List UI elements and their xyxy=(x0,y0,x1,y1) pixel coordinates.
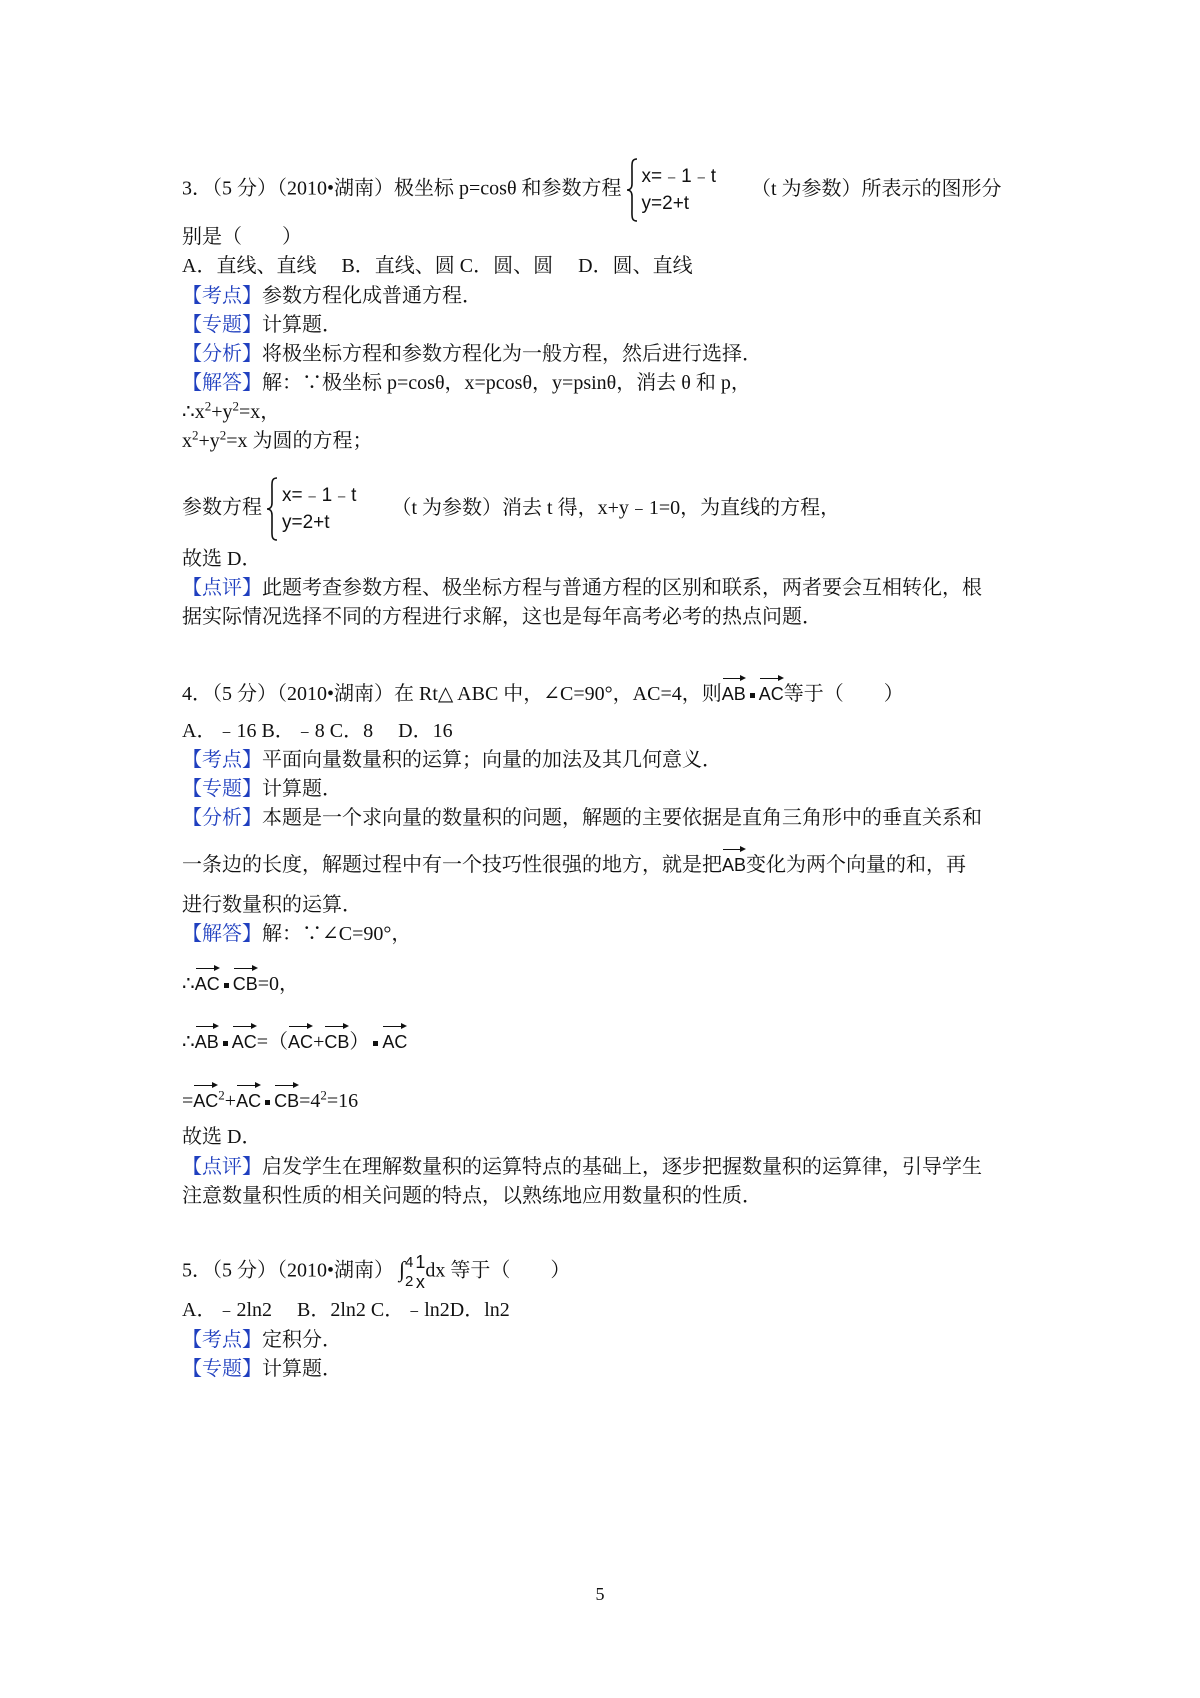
vector-cb: CB xyxy=(233,966,258,996)
q3-kaodian: 【考点】参数方程化成普通方程． xyxy=(182,285,482,307)
jieda-tag: 【解答】 xyxy=(182,372,262,394)
q4-stem: 4．（5 分）（2010•湖南）在 Rt△ ABC 中，∠C=90°，AC=4，则AB AC等于（ ） xyxy=(182,676,904,706)
q4-choice: 故选 D． xyxy=(182,1126,262,1148)
q3-options: A．直线、直线 B．直线、圆 C．圆、圆 D．圆、直线 xyxy=(182,255,693,277)
vector-ab: AB xyxy=(195,1024,219,1054)
q5-stem: 5．（5 分）（2010•湖南） ∫4 21 xdx 等于（ ） xyxy=(182,1252,571,1292)
q3-dianping-cont: 据实际情况选择不同的方程进行求解，这也是每年高考必考的热点问题． xyxy=(182,606,822,628)
q4-dianping: 【点评】启发学生在理解数量积的运算特点的基础上，逐步把握数量积的运算律，引导学生 xyxy=(182,1156,982,1178)
vector-cb: CB xyxy=(324,1024,349,1054)
integral-limits: 4 2 xyxy=(405,1254,414,1290)
dot-operator xyxy=(750,693,755,698)
q5-kaodian: 【考点】定积分． xyxy=(182,1329,342,1351)
dianping-tag: 【点评】 xyxy=(182,577,262,599)
q4-jieda: 【解答】解：∵∠C=90°， xyxy=(182,923,412,945)
q3-stem-cont: 别是（ ） xyxy=(182,226,302,248)
q4-fenxi-cont-2: 进行数量积的运算． xyxy=(182,894,362,916)
dot-operator xyxy=(224,983,229,988)
zhuanti-tag: 【专题】 xyxy=(182,778,262,800)
q3-jieda: 【解答】解：∵极坐标 p=cosθ，x=pcosθ，y=psinθ，消去 θ 和 p， xyxy=(182,372,751,394)
vector-cb: CB xyxy=(274,1083,299,1113)
q4-step3: $=AC^2+AC$ $CB=4^2=16$ xyxy=(182,1083,358,1113)
q3-stem xyxy=(182,158,1002,222)
q4-fenxi: 【分析】本题是一个求向量的数量积的问题，解题的主要依据是直角三角形中的垂直关系和 xyxy=(182,807,982,829)
fraction-one-over-x: 1 x xyxy=(415,1252,426,1292)
vector-ac: AC xyxy=(193,1083,218,1113)
integral-sign: ∫ xyxy=(399,1256,406,1282)
zhuanti-tag: 【专题】 xyxy=(182,1358,262,1380)
q3-stem-text: 3．（5 分）（2010•湖南）极坐标 p=cosθ 和参数方程 xyxy=(182,177,622,200)
dot-operator xyxy=(223,1041,228,1046)
vector-ac: AC xyxy=(232,1024,257,1054)
q4-step1: ∴AC CB=0， xyxy=(182,966,299,996)
q3-step1: $\therefore x^2+y^2=x$， xyxy=(182,398,281,423)
q4-dianping-cont: 注意数量积性质的相关问题的特点，以熟练地应用数量积的性质． xyxy=(182,1185,762,1207)
q3-dianping: 【点评】此题考查参数方程、极坐标方程与普通方程的区别和联系，两者要会互相转化，根 xyxy=(182,577,982,599)
q3-param-system-2: x=﹣1﹣t y=2+t xyxy=(282,485,357,533)
q3-stem-tail: （t 为参数）所表示的图形分 xyxy=(750,177,1002,200)
page-number: 5 xyxy=(595,1584,605,1604)
q3-param-line: 参数方程x=﹣1﹣t y=2+t （t 为参数）消去 t 得，x+y﹣1=0，为直线的方程， xyxy=(182,477,840,541)
vector-ac: AC xyxy=(195,966,220,996)
q4-options: A．﹣16 B．﹣8 C．8 D．16 xyxy=(182,720,453,742)
fenxi-tag: 【分析】 xyxy=(182,807,262,829)
q3-zhuanti: 【专题】计算题． xyxy=(182,314,342,336)
vector-ac: AC xyxy=(236,1083,261,1113)
q4-kaodian: 【考点】平面向量数量积的运算；向量的加法及其几何意义． xyxy=(182,749,722,771)
q4-fenxi-cont: 一条边的长度，解题过程中有一个技巧性很强的地方，就是把AB变化为两个向量的和，再 xyxy=(182,847,966,877)
kaodian-tag: 【考点】 xyxy=(182,1329,262,1351)
q3-param-system: x=﹣1﹣t y=2+t xyxy=(641,166,716,214)
kaodian-tag: 【考点】 xyxy=(182,749,262,771)
q3-fenxi: 【分析】将极坐标方程和参数方程化为一般方程，然后进行选择． xyxy=(182,343,762,365)
q5-options: A．﹣2ln2 B．2ln2 C．﹣ln2D．ln2 xyxy=(182,1299,510,1321)
q5-zhuanti: 【专题】计算题． xyxy=(182,1358,342,1380)
kaodian-tag: 【考点】 xyxy=(182,285,262,307)
vector-ac: AC xyxy=(382,1024,407,1054)
q4-zhuanti: 【专题】计算题． xyxy=(182,778,342,800)
dot-operator xyxy=(373,1041,378,1046)
brace-icon xyxy=(626,158,638,222)
dot-operator xyxy=(265,1100,270,1105)
brace-icon xyxy=(266,477,278,541)
vector-ac: AC xyxy=(288,1024,313,1054)
dianping-tag: 【点评】 xyxy=(182,1156,262,1178)
q3-choice: 故选 D． xyxy=(182,548,262,570)
vector-ab: AB xyxy=(722,847,746,877)
q3-step2: $x^2+y^2=x$ 为圆的方程； xyxy=(182,427,373,452)
vector-ab: AB xyxy=(722,676,746,706)
fenxi-tag: 【分析】 xyxy=(182,343,262,365)
zhuanti-tag: 【专题】 xyxy=(182,314,262,336)
jieda-tag: 【解答】 xyxy=(182,923,262,945)
q4-step2: ∴AB AC=（AC+CB） AC xyxy=(182,1024,407,1054)
vector-ac: AC xyxy=(759,676,784,706)
